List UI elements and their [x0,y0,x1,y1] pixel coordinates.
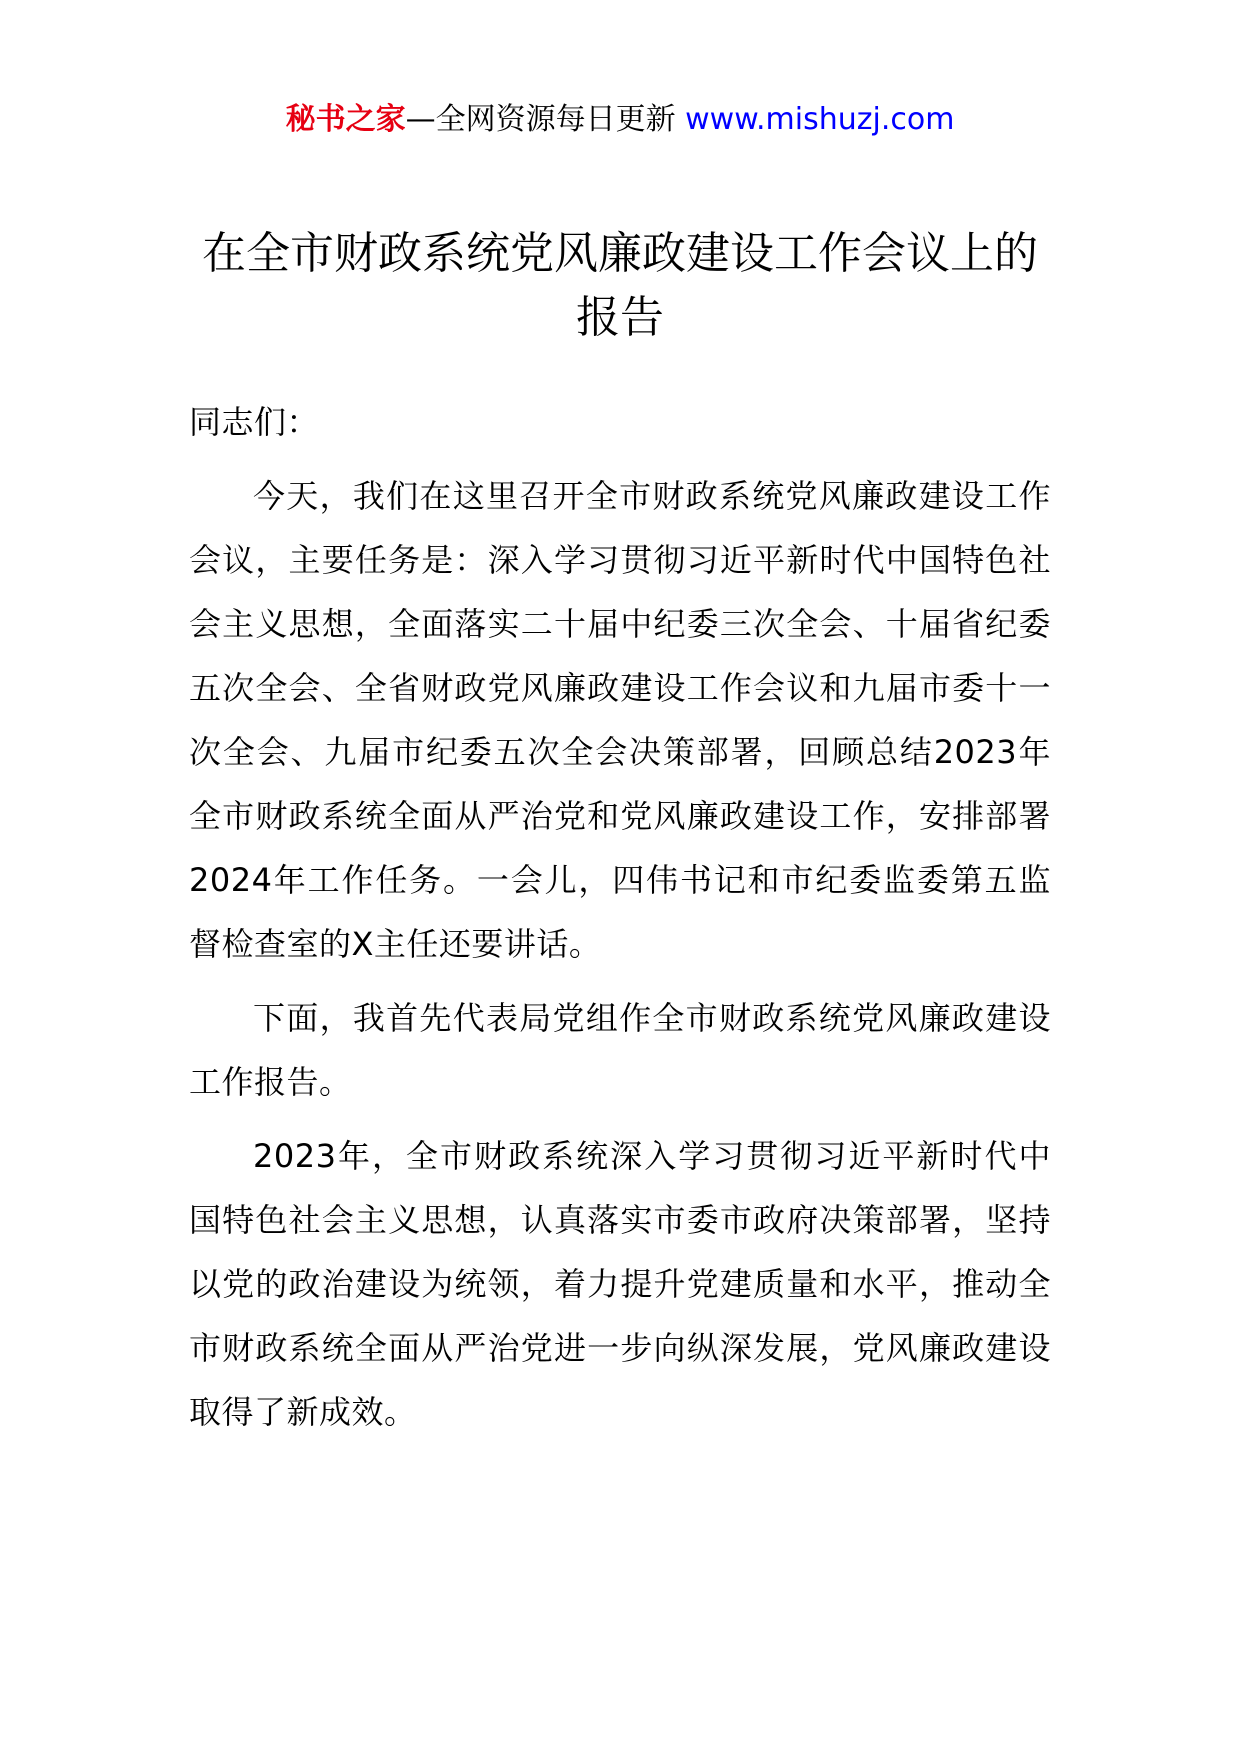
document-body [189,390,1051,1454]
brand-name: 秘书之家 [285,102,406,137]
document-title: 在全市财政系统党风廉政建设工作会议上的报告 [202,228,1038,343]
paragraph: 2023年，全市财政系统深入学习贯彻习近平新时代中国特色社会主义思想，认真落实市委市政府决策部署，坚持以党的政治建设为统领，着力提升党建质量和水平，推动全市财政系统全面从严治党进一步向纵深发展，党风廉政建设取得了新成效。 [189,1137,1051,1431]
site-link[interactable]: www.mishuzj.com [685,102,955,137]
page-header [0,100,1240,140]
header-tagline: —全网资源每日更新 [405,102,676,137]
paragraph: 今天，我们在这里召开全市财政系统党风廉政建设工作会议，主要任务是：深入学习贯彻习近平新时代中国特色社会主义思想，全面落实二十届中纪委三次全会、十届省纪委五次全会、全省财政党风廉政建设工作会议和九届市委十一次全会、九届市纪委五次全会决策部署，回顾总结2023年全市财政系统全面从严治党和党风廉政建设工作，安排部署2024年工作任务。一会儿，四伟书记和市纪委监委第五监督检查室的X主任还要讲话。 [189,477,1051,963]
paragraph: 下面，我首先代表局党组作全市财政系统党风廉政建设工作报告。 [189,999,1051,1101]
salutation: 同志们： [189,403,320,441]
